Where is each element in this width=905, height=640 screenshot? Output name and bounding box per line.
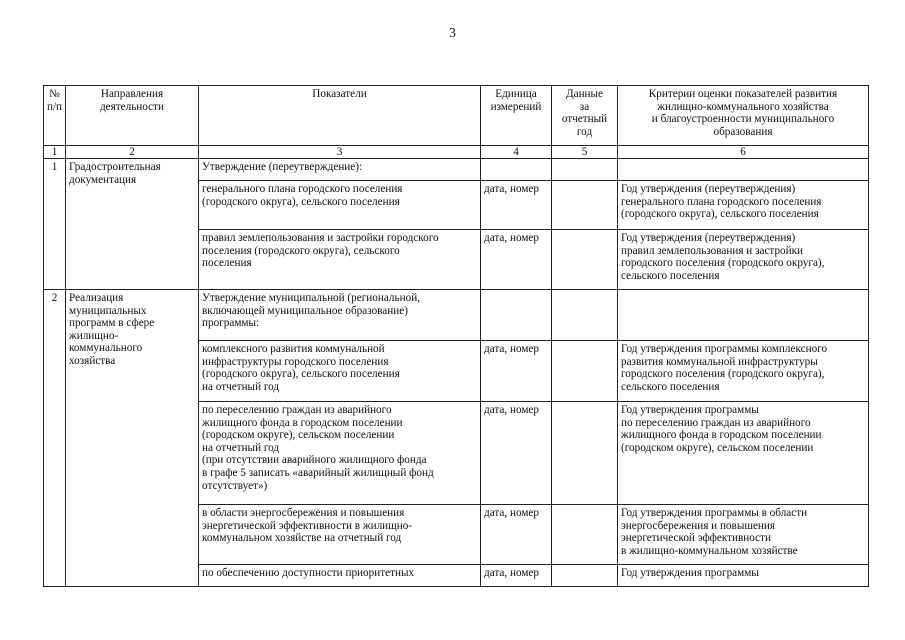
column-number: 5 (552, 146, 618, 159)
criteria-cell: Год утверждения программы по переселению граждан из аварийного жилищного фонда в городском поселении (городском округе), сельском поселении (618, 402, 869, 505)
criteria-cell: Год утверждения программы комплексного развития коммунальной инфраструктуры городского поселения (городского округа), сельского поселения (618, 341, 869, 402)
table-row (44, 290, 869, 341)
data-cell (552, 341, 618, 402)
unit-cell (481, 159, 552, 181)
data-cell (552, 290, 618, 341)
header-direction: Направления деятельности (66, 86, 199, 146)
criteria-cell (618, 290, 869, 341)
indicators-table (43, 85, 869, 587)
header-data: Данные за отчетный год (552, 86, 618, 146)
header-row (44, 86, 869, 146)
column-number: 3 (199, 146, 481, 159)
data-cell (552, 181, 618, 230)
page-number: 3 (449, 26, 456, 41)
criteria-cell: Год утверждения (переутверждения) правил землепользования и застройки городского поселения (городского округа), сельского поселения (618, 230, 869, 290)
indicator-cell: правил землепользования и застройки городского поселения (городского округа), сельского поселения (199, 230, 481, 290)
unit-cell: дата, номер (481, 402, 552, 505)
column-number: 4 (481, 146, 552, 159)
section-direction: Градостроительная документация (66, 159, 199, 290)
header-num: № п/п (44, 86, 66, 146)
column-number: 2 (66, 146, 199, 159)
indicator-cell: по переселению граждан из аварийного жилищного фонда в городском поселении (городском округе), сельском поселении на отчетный год (при отсутствии аварийного жилищного фонда в графе 5 записать «аварийный жилищный фонд отсутствует») (199, 402, 481, 505)
indicator-cell: генерального плана городского поселения (городского округа), сельского поселения (199, 181, 481, 230)
unit-cell: дата, номер (481, 505, 552, 565)
unit-cell (481, 290, 552, 341)
unit-cell: дата, номер (481, 565, 552, 587)
indicator-cell: комплексного развития коммунальной инфраструктуры городского поселения (городского округа), сельского поселения на отчетный год (199, 341, 481, 402)
unit-cell: дата, номер (481, 181, 552, 230)
data-cell (552, 402, 618, 505)
indicator-cell: по обеспечению доступности приоритетных (199, 565, 481, 587)
indicator-cell: Утверждение (переутверждение): (199, 159, 481, 181)
indicator-cell: Утверждение муниципальной (региональной, включающей муниципальное образование) программы: (199, 290, 481, 341)
criteria-cell: Год утверждения (переутверждения) генерального плана городского поселения (городского округа), сельского поселения (618, 181, 869, 230)
criteria-cell (618, 159, 869, 181)
data-cell (552, 505, 618, 565)
section-direction: Реализация муниципальных программ в сфере жилищно- коммунального хозяйства (66, 290, 199, 587)
section-number: 2 (44, 290, 66, 587)
section-number: 1 (44, 159, 66, 290)
indicator-cell: в области энергосбережения и повышения энергетической эффективности в жилищно- коммунальном хозяйстве на отчетный год (199, 505, 481, 565)
criteria-cell: Год утверждения программы (618, 565, 869, 587)
header-criteria: Критерии оценки показателей развития жилищно-коммунального хозяйства и благоустроенности муниципального образования (618, 86, 869, 146)
header-indicators: Показатели (199, 86, 481, 146)
data-cell (552, 230, 618, 290)
header-unit: Единица измерений (481, 86, 552, 146)
table-row (44, 159, 869, 181)
column-number: 6 (618, 146, 869, 159)
criteria-cell: Год утверждения программы в области энергосбережения и повышения энергетической эффективности в жилищно-коммунальном хозяйстве (618, 505, 869, 565)
unit-cell: дата, номер (481, 230, 552, 290)
data-cell (552, 565, 618, 587)
column-number: 1 (44, 146, 66, 159)
unit-cell: дата, номер (481, 341, 552, 402)
column-number-row (44, 146, 869, 159)
data-cell (552, 159, 618, 181)
